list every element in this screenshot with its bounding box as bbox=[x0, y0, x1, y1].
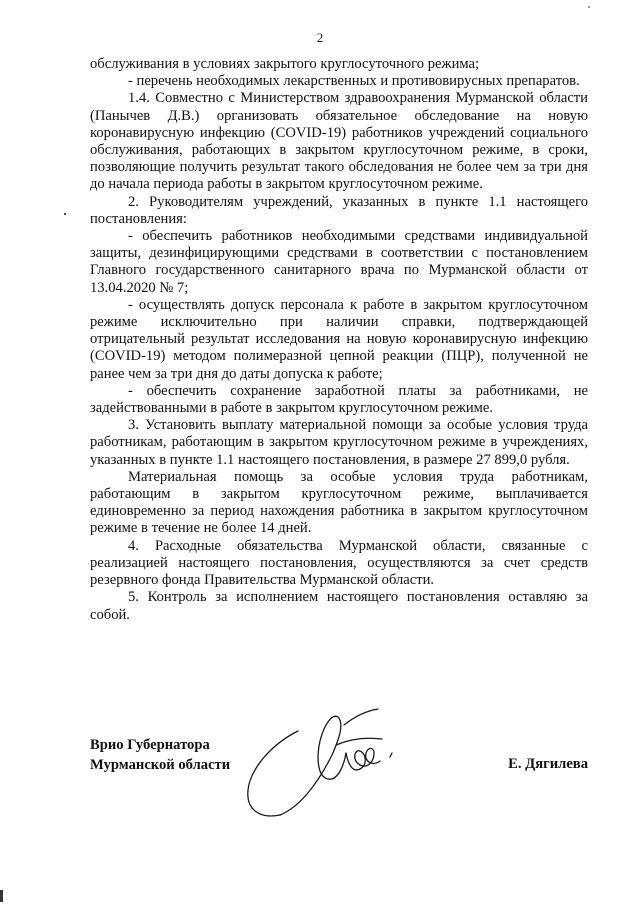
paragraph: Материальная помощь за особые условия труда работникам, работающим в закрытом круглосуточном режиме, выплачивается единовременно за период нахождения работника в закрытом круглосуточном режиме в течение не более 14 дней. bbox=[90, 468, 588, 537]
paragraph: 1.4. Совместно с Министерством здравоохранения Мурманской области (Панычев Д.В.) организовать обязательное обследование на новую коронавирусную инфекцию (COVID-19) работников учреждений социального обслуживания, работающих в закрытом круглосуточном режиме, в сроки, позволяющие получить результат такого обследования не более чем за три дня до начала периода работы в закрытом круглосуточном режиме. bbox=[90, 90, 588, 193]
signatory-name: Е. Дягилева bbox=[508, 756, 588, 772]
paragraph: 2. Руководителям учреждений, указанных в пункте 1.1 настоящего постановления: bbox=[90, 193, 588, 227]
paragraph: - перечень необходимых лекарственных и противовирусных препаратов. bbox=[128, 73, 580, 90]
paragraph: 3. Установить выплату материальной помощи за особые условия труда работникам, работающим в закрытом круглосуточном режиме в учреждениях, указанных в пункте 1.1 настоящего постановления, в размере 27 899,0 рубля. bbox=[90, 417, 588, 468]
signatory-position-line: Мурманской области bbox=[90, 757, 231, 773]
paragraph: обслуживания в условиях закрытого круглосуточного режима; bbox=[90, 56, 480, 72]
paragraph: - обеспечить сохранение заработной платы за работниками, не задействованными в работе в закрытом круглосуточном режиме. bbox=[90, 382, 588, 417]
paragraph: - осуществлять допуск персонала к работе в закрытом круглосуточном режиме исключительно при наличии справки, подтверждающей отрицательный результат исследования на новую коронавирусную инфекцию (COVID-19) методом полимеразной цепной реакции (ПЦР), полученной не ранее чем за три дня до даты допуска к работе; bbox=[90, 296, 588, 382]
scan-speck bbox=[64, 213, 66, 215]
page-number: 2 bbox=[316, 30, 324, 45]
signatory-position bbox=[90, 735, 230, 775]
paragraph: - обеспечить работников необходимыми средствами индивидуальной защиты, дезинфицирующими средствами в соответствии с постановлением Главного государственного санитарного врача по Мурманской области от 13.04.2020 № 7; bbox=[90, 228, 588, 296]
handwritten-signature bbox=[240, 695, 410, 835]
scan-speck bbox=[588, 6, 590, 8]
signatory-position-line: Врио Губернатора bbox=[90, 737, 210, 753]
document-body bbox=[90, 56, 588, 624]
scan-edge-mark bbox=[0, 890, 3, 902]
paragraph: 4. Расходные обязательства Мурманской области, связанные с реализацией настоящего постановления, осуществляются за счет средств резервного фонда Правительства Мурманской области. bbox=[90, 537, 588, 589]
paragraph: 5. Контроль за исполнением настоящего постановления оставляю за собой. bbox=[90, 589, 588, 623]
